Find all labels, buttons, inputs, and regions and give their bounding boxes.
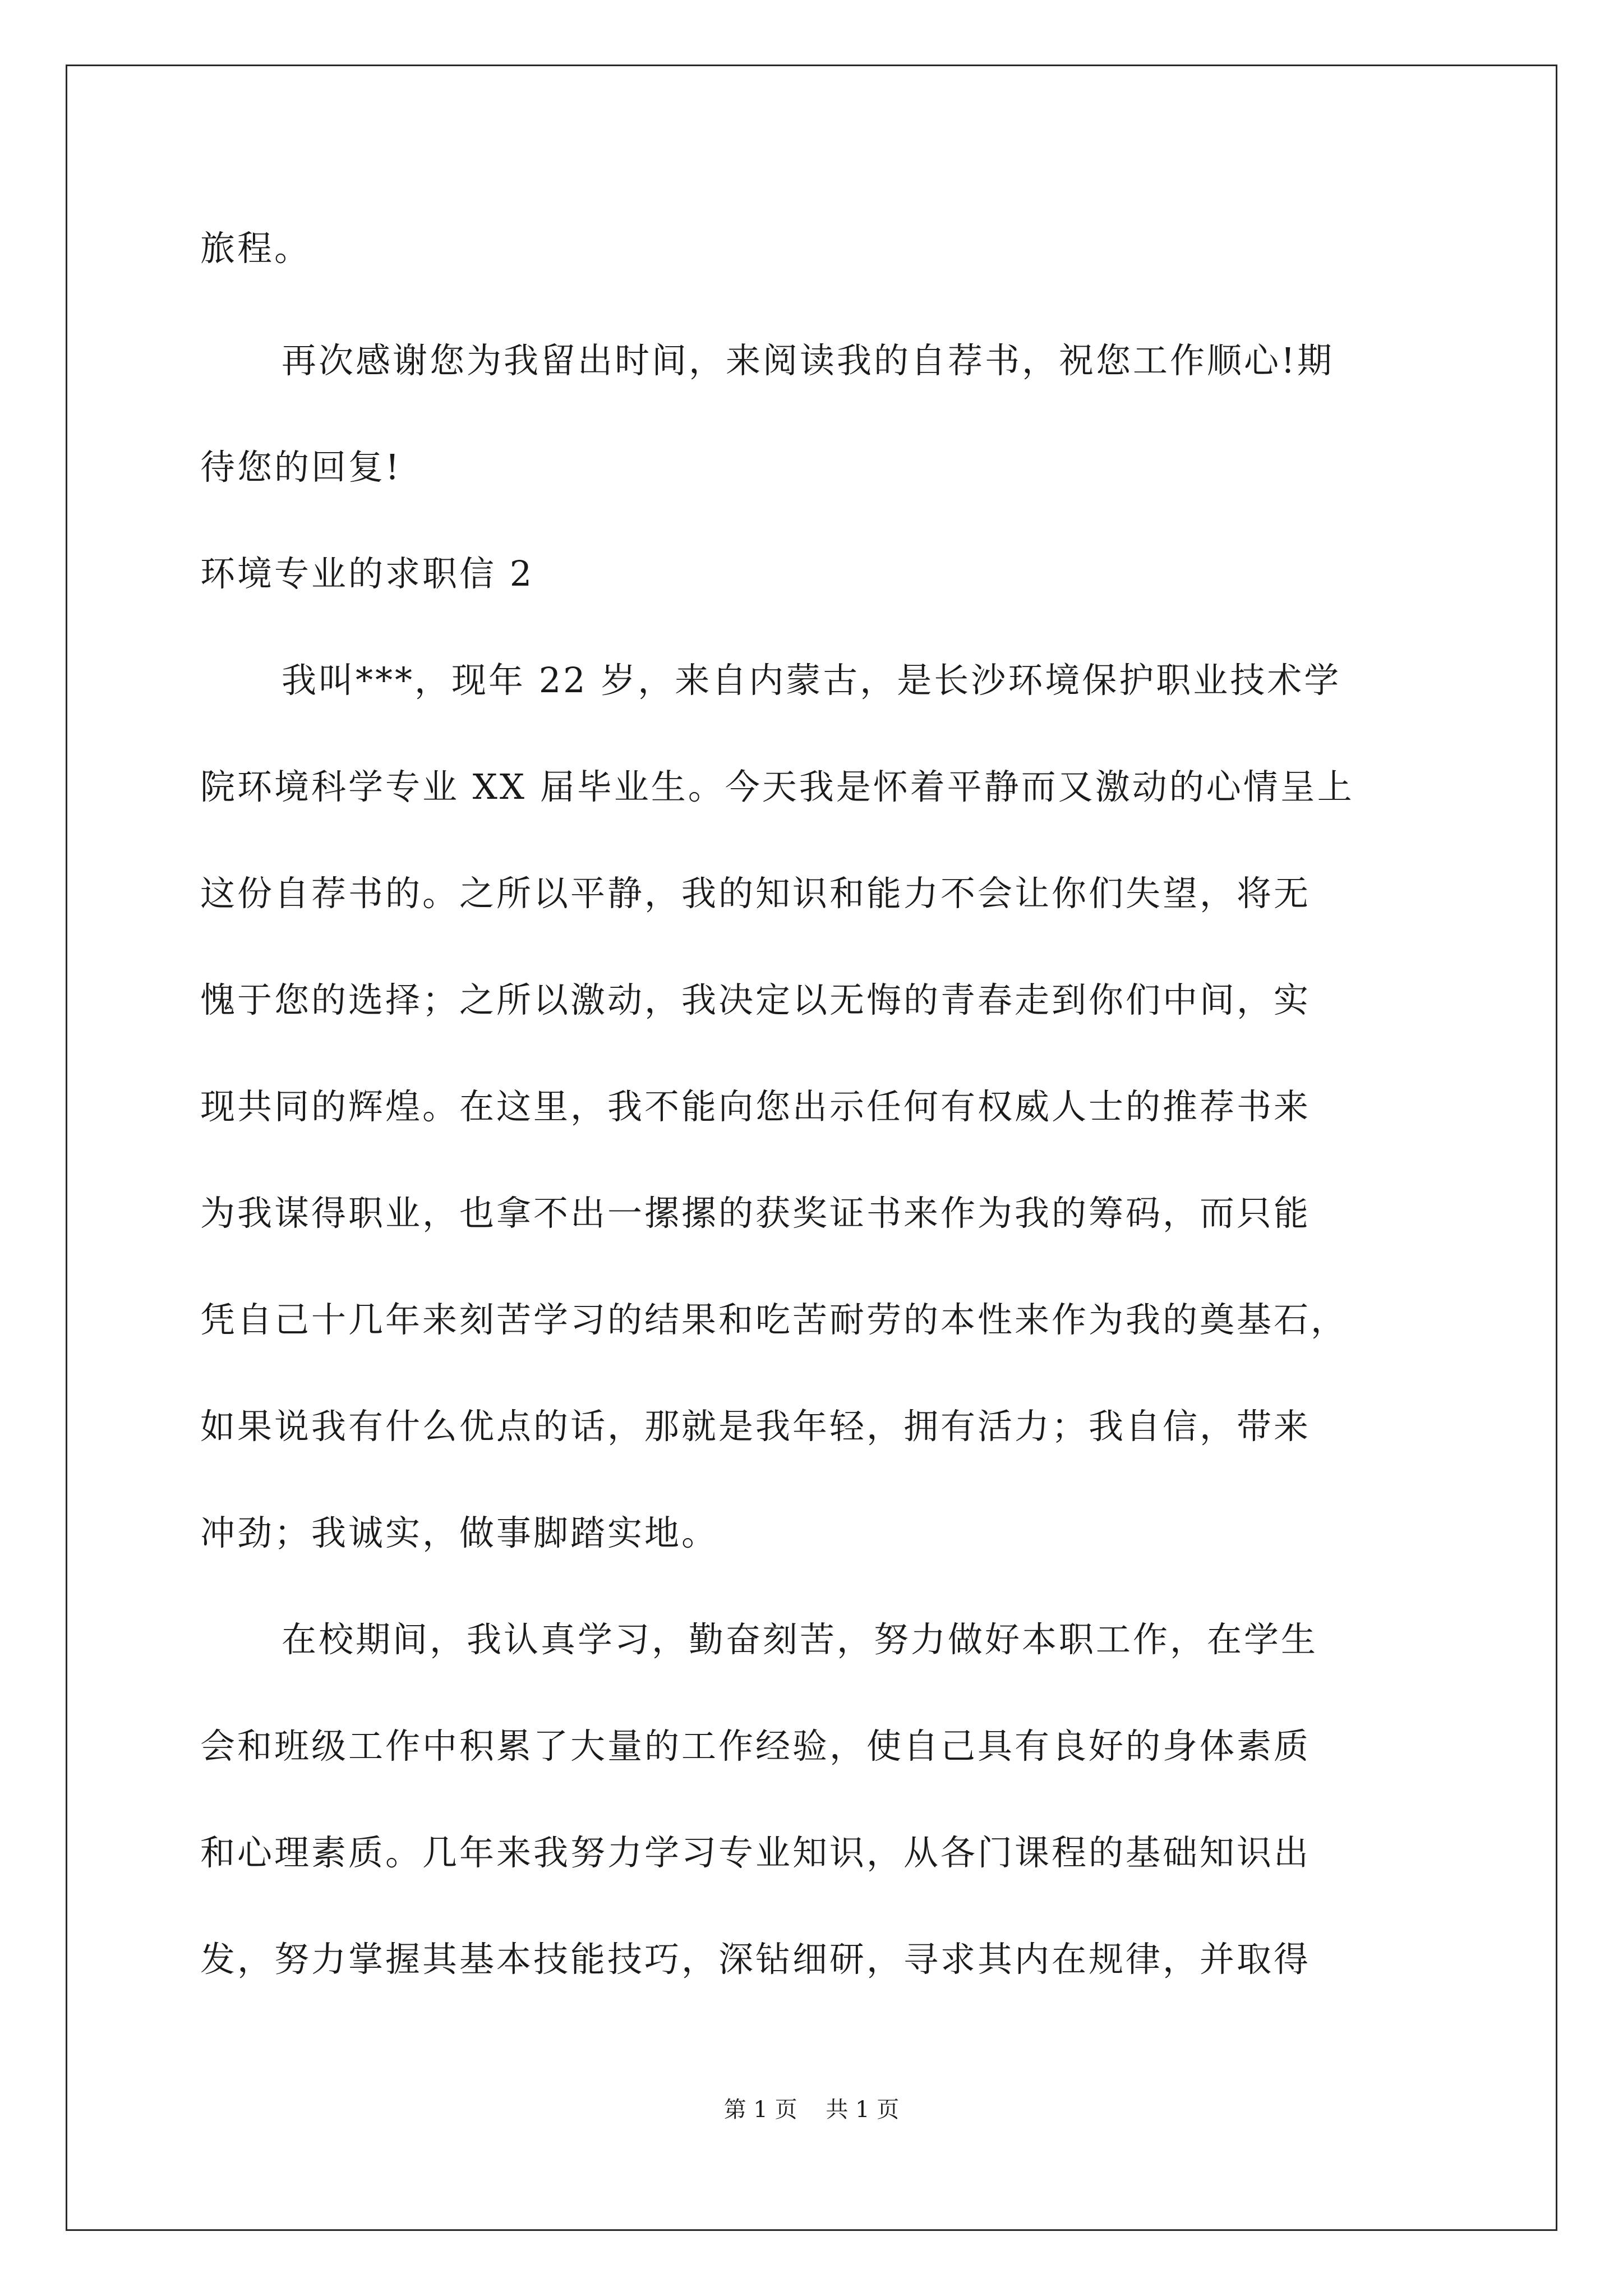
text-line: 现共同的辉煌。在这里，我不能向您出示任何有权威人士的推荐书来: [200, 1086, 1311, 1127]
text-line: 这份自荐书的。之所以平静，我的知识和能力不会让你们失望，将无: [200, 873, 1311, 914]
text-line: 凭自己十几年来刻苦学习的结果和吃苦耐劳的本性来作为我的奠基石，: [200, 1299, 1348, 1340]
text-line: 发，努力掌握其基本技能技巧，深钻细研，寻求其内在规律，并取得: [200, 1939, 1311, 1980]
page-border: [66, 65, 1557, 2231]
text-line: 冲劲；我诚实，做事脚踏实地。: [200, 1512, 719, 1553]
text-line: 会和班级工作中积累了大量的工作经验，使自己具有良好的身体素质: [200, 1726, 1311, 1766]
text-line: 我叫***，现年 22 岁，来自内蒙古，是长沙环境保护职业技术学: [282, 660, 1341, 701]
text-line: 在校期间，我认真学习，勤奋刻苦，努力做好本职工作，在学生: [282, 1619, 1318, 1660]
text-line: 院环境科学专业 XX 届毕业生。今天我是怀着平静而又激动的心情呈上: [200, 766, 1354, 807]
text-line: 和心理素质。几年来我努力学习专业知识，从各门课程的基础知识出: [200, 1832, 1311, 1873]
page-footer: 第 1 页 共 1 页: [723, 2097, 900, 2123]
text-line: 愧于您的选择；之所以激动，我决定以无悔的青春走到你们中间，实: [200, 979, 1311, 1020]
text-line: 如果说我有什么优点的话，那就是我年轻，拥有活力；我自信，带来: [200, 1406, 1311, 1447]
section-heading: 环境专业的求职信 2: [200, 553, 534, 594]
text-line: 再次感谢您为我留出时间，来阅读我的自荐书，祝您工作顺心!期: [282, 340, 1334, 381]
text-line: 旅程。: [200, 228, 312, 269]
text-line: 待您的回复!: [200, 447, 402, 487]
text-line: 为我谋得职业，也拿不出一摞摞的获奖证书来作为我的筹码，而只能: [200, 1193, 1311, 1234]
